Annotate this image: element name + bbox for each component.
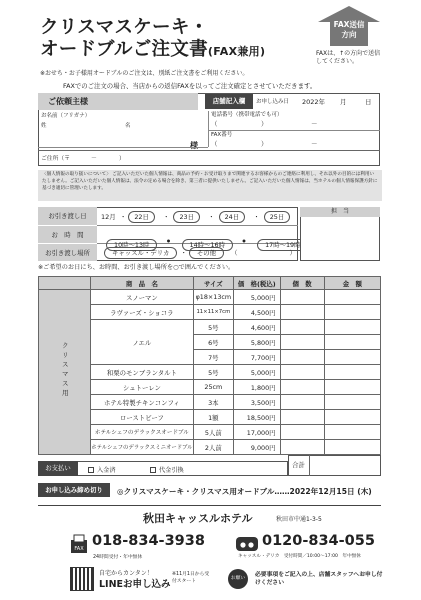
customer-label: ご依頼主様 — [38, 93, 198, 110]
quantity-cell[interactable] — [280, 380, 324, 395]
toll-free-number[interactable]: 0120-834-055 — [262, 533, 375, 549]
pickup-row-divider-1 — [97, 225, 298, 226]
quantity-cell[interactable] — [280, 335, 324, 350]
fax-number-field[interactable]: （ ） － — [211, 140, 318, 148]
qr-code-icon[interactable] — [70, 567, 94, 591]
privacy-notice: 〈個人情報の取り扱いについて〉 ご記入いただいた個人情報は、商品の予約・お受け取りまで関連するお客様からのご連絡に利用し、それ以外の目的には利用いたしません。ご記入いただいた個人情報は、法令の定める場合を除き、第三者に提供いたしません。ご記入いただいた個人情報は、当ホテルの個人情報保護方針に基づき適切に管理いたします。 — [38, 170, 382, 201]
pickup-place-label: お引き渡し場所 — [38, 243, 97, 261]
store-use-label: 店舗記入欄 — [205, 94, 253, 109]
hotel-address: 秋田市中通1-3-5 — [276, 516, 322, 523]
date-option-24[interactable]: 24日 — [219, 211, 246, 223]
pickup-time-options: 10時～13時 ・ 14時～16時 ・ 17時～19時 — [106, 229, 312, 252]
fax-direction-badge — [318, 6, 380, 46]
quantity-cell[interactable] — [280, 320, 324, 335]
apply-date-day[interactable]: 日 — [365, 98, 372, 106]
fax-number[interactable]: 018-834-3938 — [92, 533, 205, 549]
surname-label: 姓 — [41, 123, 47, 129]
phone-divider — [208, 130, 380, 131]
pickup-time-label: お 時 間 — [38, 225, 97, 243]
amount-cell[interactable] — [324, 335, 380, 350]
fax-badge-line1: FAX送信 — [333, 20, 365, 29]
amount-cell[interactable] — [324, 305, 380, 320]
payment-option-paid[interactable]: 入金済 — [88, 465, 116, 474]
amount-cell[interactable] — [324, 365, 380, 380]
total-label: 合計 — [288, 455, 310, 476]
line-promo-small: 自宅からカンタン！ — [99, 570, 153, 577]
pickup-date-label: お引き渡し日 — [38, 207, 97, 225]
name-kana-label: お名前（フリガナ） — [41, 113, 91, 119]
table-row: ホテルシェフのデラックスミニオードブル 2人前 9,000円 — [39, 440, 381, 455]
name-field[interactable] — [40, 112, 208, 146]
phone-field[interactable]: （ ） － — [211, 120, 318, 128]
hotel-name: 秋田キャッスルホテル — [143, 512, 253, 525]
amount-cell[interactable] — [324, 440, 380, 455]
pickup-place-options: キャッスル・デリカ ・ その他 （ ） — [104, 247, 296, 259]
given-name-label: 名 — [125, 123, 131, 129]
name-right-divider — [208, 111, 209, 147]
christmas-side-label: クリスマス用 — [39, 290, 91, 455]
line-start-note: ※11月1日から受付スタート — [172, 572, 210, 584]
quantity-cell[interactable] — [280, 440, 324, 455]
col-price: 価 格(税込) — [233, 277, 280, 290]
date-option-23[interactable]: 23日 — [173, 211, 200, 223]
pickup-month: 12月 — [101, 213, 116, 221]
product-table — [38, 276, 381, 455]
apply-date-month[interactable]: 月 — [340, 98, 347, 106]
table-row: ラヴァーズ・ショコラ 11×11×7cm 4,500円 — [39, 305, 381, 320]
quantity-cell[interactable] — [280, 305, 324, 320]
order-instruction: ※ご希望のお日にち、お時間、お引き渡し場所を○で囲んでください。 — [38, 264, 235, 271]
honorific: 様 — [190, 141, 198, 150]
amount-cell[interactable] — [324, 380, 380, 395]
tel-hours: キャッスル・デリカ 受付時間／10:00～17:00 年中無休 — [238, 554, 361, 559]
amount-cell[interactable] — [324, 395, 380, 410]
apply-date-label: お申し込み日 — [256, 99, 290, 105]
place-option-other[interactable]: その他 — [189, 247, 224, 259]
line-order-link[interactable]: LINEお申し込み — [99, 579, 171, 590]
quantity-cell[interactable] — [280, 425, 324, 440]
pickup-date-options: 12月 ・ 22日 ・ 23日 ・ 24日 ・ 25日 — [101, 211, 292, 223]
quantity-cell[interactable] — [280, 365, 324, 380]
quantity-cell[interactable] — [280, 290, 324, 305]
form-title — [40, 17, 265, 63]
table-row: 7号 7,700円 — [39, 350, 381, 365]
fax-hint: FAXは、↑の方向で送信してください。 — [316, 50, 381, 65]
title-suffix: (FAX兼用) — [207, 45, 266, 58]
product-table-header — [39, 277, 381, 290]
payment-label: お支払い — [38, 461, 78, 476]
title-line-2: オードブルご注文書 — [40, 39, 208, 60]
deadline-label: お申し込み締め切り — [38, 483, 110, 497]
table-row: 6号 5,800円 — [39, 335, 381, 350]
payment-option-cod[interactable]: 代金引換 — [150, 465, 184, 474]
table-row: ローストビーフ 1額 18,500円 — [39, 410, 381, 425]
amount-cell[interactable] — [324, 320, 380, 335]
address-divider — [38, 150, 380, 151]
table-row: ホテルシェフのデラックスオードブル 5人前 17,000円 — [39, 425, 381, 440]
col-amount: 金 額 — [324, 277, 380, 290]
fax-badge-line2: 方向 — [341, 30, 357, 39]
table-row: ノエル 5号 4,600円 — [39, 320, 381, 335]
fax-number-label: FAX番号 — [211, 132, 233, 138]
amount-cell[interactable] — [324, 410, 380, 425]
table-row: 和栗のモンブランタルト 5号 5,000円 — [39, 365, 381, 380]
col-product-name: 商 品 名 — [91, 277, 194, 290]
table-row: クリスマス用 スノーマン φ18×13cm 5,000円 — [39, 290, 381, 305]
time-option-17-19[interactable]: 17時～19時 — [257, 239, 308, 251]
footer-divider — [38, 505, 381, 506]
time-option-10-13[interactable]: 10時～13時 — [106, 239, 157, 251]
note-fax-confirm: FAXでのご注文の場合、当店からの返信FAXを以ってご注文確定とさせていただきます。 — [63, 82, 317, 90]
apply-date-year[interactable]: 2022年 — [302, 98, 326, 106]
col-size: サイズ — [193, 277, 233, 290]
svg-text:FAX: FAX — [74, 546, 84, 552]
col-quantity: 個 数 — [280, 277, 324, 290]
table-row: シュトーレン 25cm 1,800円 — [39, 380, 381, 395]
checkbox-icon[interactable] — [150, 467, 156, 473]
date-option-25[interactable]: 25日 — [264, 211, 291, 223]
phone-icon — [236, 537, 258, 551]
phone-label: 電話番号（携帯電話でも可） — [211, 112, 283, 118]
staff-label: 担 当 — [300, 207, 380, 217]
place-option-delica[interactable]: キャッスル・デリカ — [104, 247, 177, 259]
amount-cell[interactable] — [324, 425, 380, 440]
request-badge: お願い — [228, 569, 248, 589]
quantity-cell[interactable] — [280, 410, 324, 425]
quantity-cell[interactable] — [280, 350, 324, 365]
deadline-text: ◎クリスマスケーキ・クリスマス用オードブル……2022年12月15日 (木) — [117, 487, 372, 496]
note-osechi: ※おせち・お子様用オードブルのご注文は、別紙ご注文書をご利用ください。 — [40, 70, 249, 77]
request-text: 必要事項をご記入の上、店舗スタッフへお申し付けください — [255, 572, 383, 586]
checkbox-icon[interactable] — [88, 467, 94, 473]
table-row: ホテル特製チキンコンフィ 3本 3,500円 — [39, 395, 381, 410]
fax-hours: 24時間受付・年中無休 — [93, 555, 143, 560]
quantity-cell[interactable] — [280, 395, 324, 410]
fax-machine-icon — [70, 534, 88, 554]
title-line-1: クリスマスケーキ・ — [40, 17, 209, 38]
address-field[interactable]: ご住所（〒 － ） — [41, 156, 125, 162]
date-option-22[interactable]: 22日 — [128, 211, 155, 223]
amount-cell[interactable] — [324, 350, 380, 365]
amount-cell[interactable] — [324, 290, 380, 305]
address-label: ご住所（〒 — [41, 156, 70, 162]
name-divider — [38, 147, 208, 148]
time-option-14-16[interactable]: 14時～16時 — [182, 239, 233, 251]
